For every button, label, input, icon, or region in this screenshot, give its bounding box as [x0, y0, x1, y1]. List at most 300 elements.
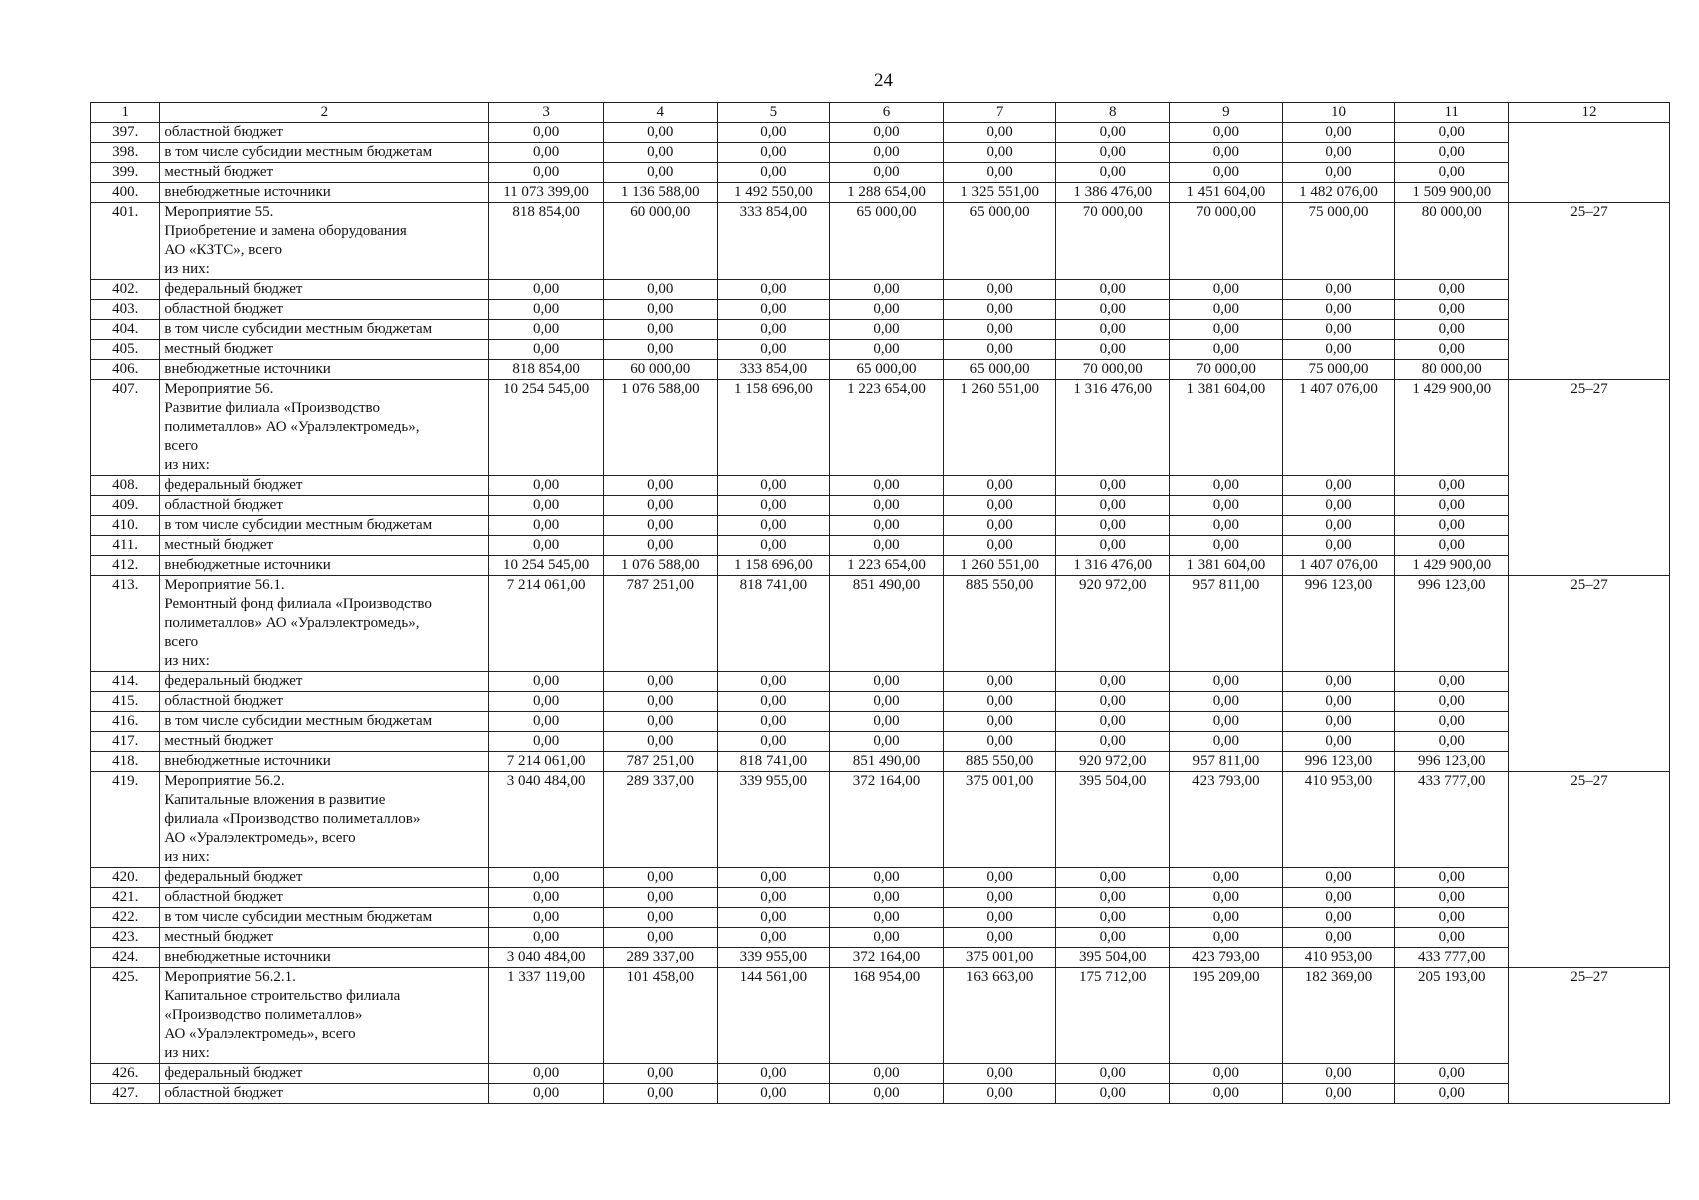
value-cell: 0,00: [1395, 163, 1509, 183]
value-cell: 0,00: [717, 732, 830, 752]
value-cell: 0,00: [1282, 692, 1395, 712]
row-name-line: Мероприятие 56.2.1.: [164, 969, 296, 985]
row-name-line: областной бюджет: [164, 693, 283, 709]
row-name-line: полиметаллов» АО «Уралэлектромедь»,: [164, 615, 420, 631]
value-cell: 1 325 551,00: [943, 183, 1056, 203]
value-cell: 818 741,00: [717, 752, 830, 772]
value-cell: 0,00: [489, 163, 604, 183]
value-cell: 1 407 076,00: [1282, 556, 1395, 576]
value-cell: 0,00: [1395, 320, 1509, 340]
value-cell: 0,00: [489, 732, 604, 752]
value-cell: 3 040 484,00: [489, 772, 604, 868]
row-number: 400.: [91, 183, 160, 203]
value-cell: 375 001,00: [943, 772, 1056, 868]
value-cell: 0,00: [1056, 888, 1170, 908]
value-cell: 0,00: [717, 868, 830, 888]
row-number: 424.: [91, 948, 160, 968]
value-cell: 0,00: [717, 123, 830, 143]
column-header: 1: [91, 103, 160, 123]
value-cell: 0,00: [1395, 496, 1509, 516]
value-cell: 0,00: [943, 340, 1056, 360]
value-cell: 0,00: [830, 496, 944, 516]
row-name-line: Мероприятие 56.: [164, 381, 274, 397]
row-number: 422.: [91, 908, 160, 928]
value-cell: 433 777,00: [1395, 772, 1509, 868]
table-row: [91, 163, 1670, 183]
value-cell: 0,00: [1282, 1084, 1395, 1104]
value-cell: 75 000,00: [1282, 360, 1395, 380]
column-header: 5: [717, 103, 830, 123]
value-cell: 0,00: [1395, 1084, 1509, 1104]
table-row: [91, 1084, 1670, 1104]
value-cell: 339 955,00: [717, 772, 830, 868]
table-row: [91, 183, 1670, 203]
value-cell: 0,00: [943, 496, 1056, 516]
value-cell: 0,00: [603, 712, 717, 732]
row-name: [160, 163, 489, 183]
row-name: [160, 692, 489, 712]
table-row: [91, 948, 1670, 968]
value-cell: 0,00: [1170, 1064, 1283, 1084]
value-cell: 851 490,00: [830, 752, 944, 772]
table-row: [91, 123, 1670, 143]
value-cell: 0,00: [1282, 340, 1395, 360]
value-cell: 0,00: [603, 340, 717, 360]
value-cell: 0,00: [1170, 712, 1283, 732]
row-name-line: внебюджетные источники: [164, 557, 331, 573]
value-cell: 0,00: [1282, 868, 1395, 888]
row-name: [160, 496, 489, 516]
value-cell: 0,00: [603, 496, 717, 516]
value-cell: 70 000,00: [1056, 360, 1170, 380]
value-cell: 0,00: [1170, 163, 1283, 183]
value-cell: 0,00: [1056, 712, 1170, 732]
value-cell: 0,00: [489, 888, 604, 908]
value-cell: 0,00: [1170, 516, 1283, 536]
value-cell: 0,00: [603, 320, 717, 340]
value-cell: 818 854,00: [489, 360, 604, 380]
value-cell: 0,00: [489, 692, 604, 712]
value-cell: 0,00: [1056, 340, 1170, 360]
value-cell: 0,00: [717, 928, 830, 948]
value-cell: 372 164,00: [830, 772, 944, 868]
table-row: [91, 476, 1670, 496]
value-cell: 0,00: [943, 163, 1056, 183]
value-cell: 0,00: [1170, 496, 1283, 516]
value-cell: 885 550,00: [943, 576, 1056, 672]
value-cell: 996 123,00: [1282, 576, 1395, 672]
value-cell: 1 158 696,00: [717, 380, 830, 476]
row-name-line: из них:: [164, 457, 210, 473]
row-name-line: местный бюджет: [164, 164, 274, 180]
row-name-line: федеральный бюджет: [164, 1065, 303, 1081]
budget-table: [90, 102, 1670, 1104]
value-cell: 0,00: [717, 536, 830, 556]
period-cell: 25–27: [1509, 380, 1670, 576]
row-name-line: Капитальное строительство филиала: [164, 988, 401, 1004]
value-cell: 0,00: [830, 1064, 944, 1084]
value-cell: 0,00: [943, 1084, 1056, 1104]
value-cell: 0,00: [830, 888, 944, 908]
value-cell: 0,00: [1282, 143, 1395, 163]
value-cell: 0,00: [717, 143, 830, 163]
value-cell: 0,00: [1056, 280, 1170, 300]
row-number: 397.: [91, 123, 160, 143]
value-cell: 0,00: [717, 1084, 830, 1104]
value-cell: 0,00: [1395, 340, 1509, 360]
table-row: [91, 928, 1670, 948]
value-cell: 0,00: [943, 908, 1056, 928]
value-cell: 0,00: [1282, 123, 1395, 143]
row-name: [160, 948, 489, 968]
table-row: [91, 888, 1670, 908]
row-name: [160, 536, 489, 556]
value-cell: 1 381 604,00: [1170, 556, 1283, 576]
value-cell: 0,00: [489, 1064, 604, 1084]
value-cell: 0,00: [489, 712, 604, 732]
value-cell: 0,00: [717, 496, 830, 516]
value-cell: 0,00: [1056, 928, 1170, 948]
row-number: 403.: [91, 300, 160, 320]
value-cell: 1 429 900,00: [1395, 556, 1509, 576]
row-name-line: Мероприятие 55.: [164, 204, 274, 220]
value-cell: 0,00: [1282, 1064, 1395, 1084]
row-number: 410.: [91, 516, 160, 536]
value-cell: 0,00: [830, 732, 944, 752]
value-cell: 0,00: [1170, 868, 1283, 888]
value-cell: 0,00: [603, 908, 717, 928]
row-number: 416.: [91, 712, 160, 732]
row-name-line: полиметаллов» АО «Уралэлектромедь»,: [164, 419, 420, 435]
row-number: 414.: [91, 672, 160, 692]
value-cell: 0,00: [603, 692, 717, 712]
column-header: 4: [603, 103, 717, 123]
value-cell: 0,00: [489, 516, 604, 536]
value-cell: 168 954,00: [830, 968, 944, 1064]
table-row: [91, 752, 1670, 772]
value-cell: 0,00: [603, 280, 717, 300]
value-cell: 289 337,00: [603, 948, 717, 968]
row-name: [160, 556, 489, 576]
row-name-line: внебюджетные источники: [164, 184, 331, 200]
value-cell: 0,00: [1056, 476, 1170, 496]
row-number: 425.: [91, 968, 160, 1064]
row-name: [160, 672, 489, 692]
row-name: [160, 908, 489, 928]
value-cell: 1 407 076,00: [1282, 380, 1395, 476]
value-cell: 1 136 588,00: [603, 183, 717, 203]
value-cell: 0,00: [603, 868, 717, 888]
value-cell: 0,00: [1395, 143, 1509, 163]
value-cell: 0,00: [489, 123, 604, 143]
value-cell: 0,00: [603, 1064, 717, 1084]
row-name: [160, 968, 489, 1064]
row-name: [160, 772, 489, 868]
value-cell: 0,00: [603, 123, 717, 143]
row-number: 401.: [91, 203, 160, 280]
value-cell: 0,00: [717, 300, 830, 320]
table-row: [91, 576, 1670, 672]
value-cell: 0,00: [489, 300, 604, 320]
value-cell: 0,00: [1170, 280, 1283, 300]
value-cell: 0,00: [1282, 320, 1395, 340]
value-cell: 0,00: [1282, 732, 1395, 752]
row-name-line: филиала «Производство полиметаллов»: [164, 811, 421, 827]
value-cell: 80 000,00: [1395, 360, 1509, 380]
row-name-line: местный бюджет: [164, 537, 274, 553]
value-cell: 1 223 654,00: [830, 380, 944, 476]
column-header: 8: [1056, 103, 1170, 123]
value-cell: 0,00: [1056, 496, 1170, 516]
value-cell: 0,00: [830, 536, 944, 556]
period-cell: 25–27: [1509, 968, 1670, 1104]
row-number: 412.: [91, 556, 160, 576]
page-number: 24: [874, 70, 893, 91]
value-cell: 0,00: [603, 888, 717, 908]
table-row: [91, 672, 1670, 692]
value-cell: 0,00: [717, 692, 830, 712]
value-cell: 0,00: [943, 888, 1056, 908]
value-cell: 0,00: [1395, 1064, 1509, 1084]
value-cell: 0,00: [717, 340, 830, 360]
value-cell: 0,00: [489, 280, 604, 300]
value-cell: 957 811,00: [1170, 576, 1283, 672]
value-cell: 60 000,00: [603, 203, 717, 280]
value-cell: 0,00: [1170, 536, 1283, 556]
value-cell: 0,00: [603, 163, 717, 183]
value-cell: 0,00: [1170, 300, 1283, 320]
value-cell: 787 251,00: [603, 576, 717, 672]
value-cell: 818 741,00: [717, 576, 830, 672]
value-cell: 0,00: [1056, 123, 1170, 143]
value-cell: 75 000,00: [1282, 203, 1395, 280]
row-name: [160, 320, 489, 340]
row-name-line: в том числе субсидии местным бюджетам: [164, 909, 433, 925]
value-cell: 433 777,00: [1395, 948, 1509, 968]
value-cell: 10 254 545,00: [489, 556, 604, 576]
value-cell: 0,00: [943, 868, 1056, 888]
value-cell: 70 000,00: [1170, 203, 1283, 280]
value-cell: 395 504,00: [1056, 772, 1170, 868]
value-cell: 0,00: [830, 476, 944, 496]
value-cell: 11 073 399,00: [489, 183, 604, 203]
value-cell: 0,00: [1282, 672, 1395, 692]
value-cell: 3 040 484,00: [489, 948, 604, 968]
value-cell: 0,00: [489, 672, 604, 692]
row-name: [160, 280, 489, 300]
value-cell: 0,00: [830, 143, 944, 163]
value-cell: 0,00: [1170, 476, 1283, 496]
value-cell: 1 260 551,00: [943, 380, 1056, 476]
value-cell: 0,00: [603, 672, 717, 692]
row-number: 399.: [91, 163, 160, 183]
table-row: [91, 496, 1670, 516]
value-cell: 0,00: [1170, 143, 1283, 163]
value-cell: 0,00: [830, 280, 944, 300]
value-cell: 0,00: [1395, 536, 1509, 556]
table-body: [91, 123, 1670, 1104]
row-name-line: внебюджетные источники: [164, 949, 331, 965]
row-name-line: АО «Уралэлектромедь», всего: [164, 1026, 356, 1042]
value-cell: 0,00: [603, 143, 717, 163]
value-cell: 0,00: [830, 340, 944, 360]
value-cell: 0,00: [489, 143, 604, 163]
value-cell: 0,00: [943, 143, 1056, 163]
value-cell: 0,00: [717, 712, 830, 732]
row-name: [160, 752, 489, 772]
value-cell: 0,00: [603, 928, 717, 948]
value-cell: 0,00: [489, 340, 604, 360]
row-number: 417.: [91, 732, 160, 752]
value-cell: 0,00: [1282, 496, 1395, 516]
value-cell: 0,00: [717, 888, 830, 908]
row-name-line: федеральный бюджет: [164, 869, 303, 885]
value-cell: 0,00: [830, 163, 944, 183]
value-cell: 0,00: [603, 1084, 717, 1104]
value-cell: 0,00: [830, 908, 944, 928]
value-cell: 0,00: [943, 123, 1056, 143]
value-cell: 0,00: [830, 123, 944, 143]
value-cell: 0,00: [1170, 1084, 1283, 1104]
value-cell: 0,00: [717, 476, 830, 496]
row-number: 423.: [91, 928, 160, 948]
table-row: [91, 203, 1670, 280]
row-number: 404.: [91, 320, 160, 340]
value-cell: 65 000,00: [830, 360, 944, 380]
value-cell: 1 429 900,00: [1395, 380, 1509, 476]
row-name-line: Ремонтный фонд филиала «Производство: [164, 596, 432, 612]
table-row: [91, 143, 1670, 163]
value-cell: 0,00: [603, 732, 717, 752]
value-cell: 1 076 588,00: [603, 380, 717, 476]
table-row: [91, 516, 1670, 536]
value-cell: 0,00: [717, 1064, 830, 1084]
value-cell: 0,00: [1282, 928, 1395, 948]
value-cell: 0,00: [1282, 712, 1395, 732]
row-name-line: Мероприятие 56.2.: [164, 773, 285, 789]
value-cell: 0,00: [1170, 340, 1283, 360]
column-header: 9: [1170, 103, 1283, 123]
value-cell: 333 854,00: [717, 203, 830, 280]
value-cell: 1 492 550,00: [717, 183, 830, 203]
value-cell: 0,00: [943, 536, 1056, 556]
value-cell: 0,00: [1395, 908, 1509, 928]
value-cell: 0,00: [1170, 888, 1283, 908]
row-name-line: местный бюджет: [164, 929, 274, 945]
value-cell: 1 260 551,00: [943, 556, 1056, 576]
value-cell: 395 504,00: [1056, 948, 1170, 968]
value-cell: 0,00: [1056, 868, 1170, 888]
value-cell: 144 561,00: [717, 968, 830, 1064]
row-name-line: областной бюджет: [164, 889, 283, 905]
value-cell: 1 381 604,00: [1170, 380, 1283, 476]
value-cell: 0,00: [1056, 320, 1170, 340]
value-cell: 0,00: [1395, 123, 1509, 143]
row-name-line: из них:: [164, 849, 210, 865]
value-cell: 0,00: [1282, 163, 1395, 183]
value-cell: 10 254 545,00: [489, 380, 604, 476]
row-name-line: Капитальные вложения в развитие: [164, 792, 386, 808]
row-number: 406.: [91, 360, 160, 380]
value-cell: 0,00: [1395, 868, 1509, 888]
table-row: [91, 732, 1670, 752]
row-name: [160, 1084, 489, 1104]
value-cell: 1 451 604,00: [1170, 183, 1283, 203]
value-cell: 0,00: [1282, 888, 1395, 908]
value-cell: 957 811,00: [1170, 752, 1283, 772]
value-cell: 0,00: [1395, 928, 1509, 948]
value-cell: 70 000,00: [1170, 360, 1283, 380]
row-name-line: всего: [164, 438, 199, 454]
value-cell: 0,00: [1282, 536, 1395, 556]
value-cell: 0,00: [489, 476, 604, 496]
row-name-line: Мероприятие 56.1.: [164, 577, 285, 593]
table-row: [91, 300, 1670, 320]
row-name-line: Развитие филиала «Производство: [164, 400, 381, 416]
value-cell: 0,00: [830, 672, 944, 692]
row-name-line: внебюджетные источники: [164, 361, 331, 377]
row-name: [160, 888, 489, 908]
value-cell: 0,00: [1056, 908, 1170, 928]
value-cell: 818 854,00: [489, 203, 604, 280]
table-row: [91, 968, 1670, 1064]
value-cell: 0,00: [489, 928, 604, 948]
row-number: 419.: [91, 772, 160, 868]
value-cell: 0,00: [489, 868, 604, 888]
value-cell: 0,00: [1056, 1084, 1170, 1104]
row-number: 409.: [91, 496, 160, 516]
value-cell: 7 214 061,00: [489, 752, 604, 772]
value-cell: 65 000,00: [943, 203, 1056, 280]
row-name: [160, 732, 489, 752]
value-cell: 1 158 696,00: [717, 556, 830, 576]
value-cell: 920 972,00: [1056, 752, 1170, 772]
table-row: [91, 380, 1670, 476]
value-cell: 1 316 476,00: [1056, 556, 1170, 576]
row-number: 413.: [91, 576, 160, 672]
value-cell: 0,00: [489, 536, 604, 556]
row-name: [160, 123, 489, 143]
row-name-line: в том числе субсидии местным бюджетам: [164, 321, 433, 337]
value-cell: 0,00: [830, 868, 944, 888]
row-number: 405.: [91, 340, 160, 360]
value-cell: 0,00: [830, 320, 944, 340]
value-cell: 996 123,00: [1395, 752, 1509, 772]
value-cell: 0,00: [1170, 123, 1283, 143]
column-header: 2: [160, 103, 489, 123]
value-cell: 80 000,00: [1395, 203, 1509, 280]
value-cell: 423 793,00: [1170, 772, 1283, 868]
value-cell: 0,00: [1395, 692, 1509, 712]
table-row: [91, 340, 1670, 360]
row-name: [160, 576, 489, 672]
table-row: [91, 772, 1670, 868]
row-number: 398.: [91, 143, 160, 163]
value-cell: 0,00: [489, 320, 604, 340]
value-cell: 0,00: [1395, 732, 1509, 752]
value-cell: 0,00: [1056, 163, 1170, 183]
value-cell: 423 793,00: [1170, 948, 1283, 968]
value-cell: 0,00: [1395, 280, 1509, 300]
row-name-line: из них:: [164, 261, 210, 277]
column-header: 7: [943, 103, 1056, 123]
value-cell: 0,00: [1170, 320, 1283, 340]
value-cell: 1 288 654,00: [830, 183, 944, 203]
row-name: [160, 928, 489, 948]
row-number: 407.: [91, 380, 160, 476]
row-name-line: местный бюджет: [164, 341, 274, 357]
column-header: 3: [489, 103, 604, 123]
